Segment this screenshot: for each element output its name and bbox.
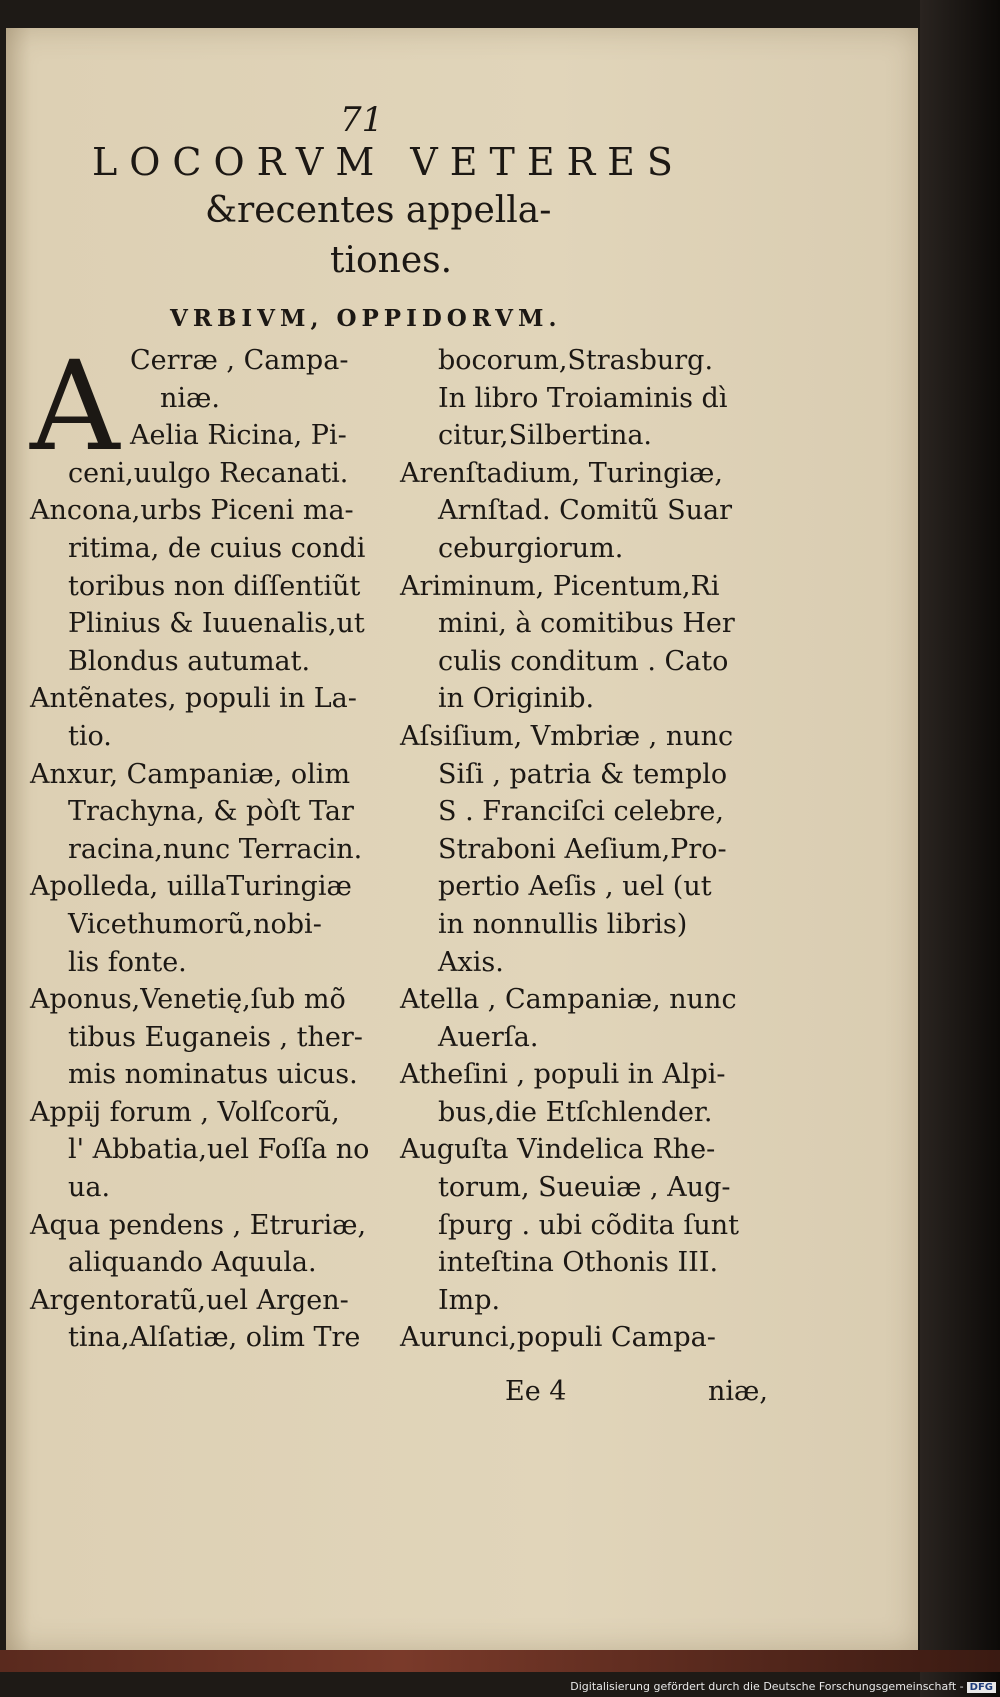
- text-line: ceni,uulgo Recanati.: [68, 457, 349, 489]
- catchword: niæ,: [708, 1376, 768, 1407]
- text-line: pertio Aeſis , uel (ut: [438, 871, 712, 903]
- text-line: Auerſa.: [438, 1021, 539, 1053]
- text-line: Aurunci,populi Campa-: [400, 1322, 716, 1354]
- page-title-line-1: LOCORVM VETERES: [92, 140, 685, 184]
- text-line: toribus non diſſentiũt: [68, 570, 361, 602]
- text-line: citur,Silbertina.: [438, 420, 653, 452]
- drop-capital: A: [30, 335, 120, 479]
- text-line: Ariminum, Picentum,Ri: [400, 570, 720, 602]
- text-line: bocorum,Strasburg.: [438, 345, 714, 376]
- text-line: Anxur, Campaniæ, olim: [30, 758, 351, 790]
- text-line: lis fonte.: [68, 946, 187, 978]
- section-heading: VRBIVM, OPPIDORVM.: [170, 305, 562, 332]
- text-line: niæ.: [160, 382, 220, 414]
- text-line: racina,nunc Terracin.: [68, 833, 363, 865]
- text-line: Argentoratũ,uel Argen-: [30, 1284, 349, 1316]
- text-line: Antẽnates, populi in La-: [30, 683, 357, 715]
- text-line: Atella , Campaniæ, nunc: [400, 984, 737, 1016]
- text-line: Trachyna, & pòſt Tar: [68, 796, 354, 828]
- text-line: Axis.: [438, 946, 504, 978]
- text-line: In libro Troiaminis dì: [438, 382, 728, 414]
- digitization-credit: [570, 1680, 996, 1693]
- text-line: aliquando Aquula.: [68, 1247, 317, 1279]
- text-line: Blondus autumat.: [68, 645, 311, 677]
- text-line: Straboni Aeſium,Pro-: [438, 833, 727, 865]
- book-edge-shadow: [920, 0, 1000, 1697]
- signature-mark: Ee 4: [505, 1376, 567, 1407]
- text-line: Arnſtad. Comitũ Suar: [438, 495, 733, 527]
- text-line: ritima, de cuius condi: [68, 532, 366, 564]
- text-line: Plinius & Iuuenalis,ut: [68, 608, 365, 640]
- text-line: bus,die Etſchlender.: [438, 1096, 713, 1128]
- page-number: 71: [340, 100, 384, 140]
- text-line: ſpurg . ubi cõdita ſunt: [438, 1209, 739, 1241]
- text-line: Imp.: [438, 1284, 501, 1316]
- text-line: Atheſini , populi in Alpi-: [400, 1059, 726, 1091]
- page-title-line-3: tiones.: [330, 240, 453, 281]
- text-line: Cerræ , Campa-: [130, 345, 349, 376]
- text-line: ceburgiorum.: [438, 532, 624, 564]
- text-line: in nonnullis libris): [438, 908, 688, 940]
- text-line: Siſi , patria & templo: [438, 758, 728, 790]
- text-line: Aqua pendens , Etruriæ,: [30, 1209, 367, 1241]
- text-line: Appij forum , Volſcorũ,: [30, 1096, 340, 1128]
- text-line: ua.: [68, 1172, 111, 1204]
- book-binding-strip: [0, 1650, 1000, 1672]
- text-line: Arenſtadium, Turingiæ,: [400, 457, 723, 489]
- text-line: tio.: [68, 720, 112, 752]
- page-title-line-2: &recentes appella-: [205, 190, 552, 231]
- text-line: Aelia Ricina, Pi-: [130, 420, 347, 452]
- text-line: tina,Alſatiæ, olim Tre: [68, 1322, 361, 1354]
- dfg-logo-badge: DFG: [967, 1682, 996, 1693]
- text-line: culis conditum . Cato: [438, 645, 729, 677]
- text-line: Ancona,urbs Piceni ma-: [30, 495, 354, 527]
- text-line: l' Abbatia,uel Foſſa no: [68, 1134, 370, 1166]
- left-column: [30, 335, 385, 1357]
- credit-text: Digitalisierung gefördert durch die Deutsche Forschungsgemeinschaft -: [570, 1680, 964, 1693]
- text-line: Auguſta Vindelica Rhe-: [400, 1134, 716, 1166]
- text-line: mini, à comitibus Her: [438, 608, 735, 640]
- text-line: in Originib.: [438, 683, 595, 715]
- text-line: S . Franciſci celebre,: [438, 796, 724, 828]
- right-column: [400, 342, 770, 1357]
- text-line: mis nominatus uicus.: [68, 1059, 358, 1091]
- text-line: tibus Euganeis , ther-: [68, 1021, 363, 1053]
- text-line: inteſtina Othonis III.: [438, 1247, 719, 1279]
- text-line: Aponus,Venetię,ſub mõ: [30, 984, 346, 1016]
- text-line: Aſsiſium, Vmbriæ , nunc: [400, 720, 734, 752]
- text-line: torum, Sueuiæ , Aug-: [438, 1172, 731, 1204]
- text-line: Vicethumorũ,nobi-: [68, 908, 322, 940]
- text-line: Apolleda, uillaTuringiæ: [30, 871, 352, 903]
